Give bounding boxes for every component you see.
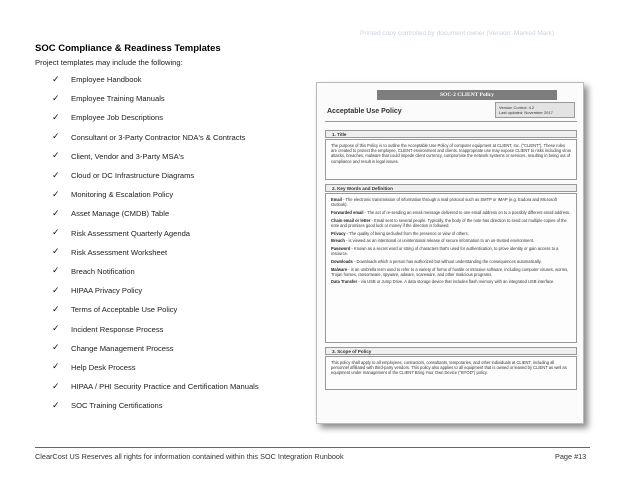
check-icon: ✓: [52, 132, 60, 143]
policy-definition-term: Chain email or letter: [331, 217, 371, 223]
policy-section-scope-head: 3. Scope of Policy: [325, 347, 577, 355]
checklist-item-label: Consultant or 3-Party Contractor NDA's & Contracts: [71, 132, 246, 142]
check-icon: ✓: [52, 324, 60, 335]
intro-text: Project templates may include the following:: [35, 58, 183, 67]
checklist-item: [52, 281, 259, 300]
policy-section-definitions-head: 2. Key Words and Definition: [325, 184, 577, 192]
policy-definition: [331, 246, 571, 256]
page-number: Page #13: [555, 452, 587, 461]
check-icon: ✓: [52, 381, 60, 392]
template-checklist: [52, 70, 259, 415]
policy-definition-text: - Downloads which a person has authorized but without understanding the consequences automatically.: [352, 258, 542, 264]
checklist-item: [52, 147, 259, 166]
checklist-item: [52, 89, 259, 108]
policy-definition: [331, 238, 571, 243]
checklist-item: [52, 128, 259, 147]
policy-definition-term: Forwarded email: [331, 209, 364, 215]
policy-definition-term: Breach: [331, 238, 345, 244]
checklist-item: [52, 262, 259, 281]
header-faint-text: Printed copy controlled by document owner (Version: Marked Mark): [360, 30, 555, 37]
check-icon: ✓: [52, 228, 60, 239]
check-icon: ✓: [52, 400, 60, 411]
policy-definition-text: - Email sent to several people. Typically, the body of the note has direction to send out multiple copies of the note and promises good luck or money if the direction is followed.: [331, 217, 567, 228]
check-icon: ✓: [52, 266, 60, 277]
checklist-item-label: Cloud or DC Infrastructure Diagrams: [71, 171, 195, 181]
policy-definition-text: - Known as a secret word or string of characters that's used for authentication, to prove identity or gain access to a resource.: [331, 245, 559, 257]
policy-definition: [331, 210, 571, 215]
check-icon: ✓: [52, 208, 60, 219]
policy-definition-text: - The quality of being secluded from the presence or view of others.: [345, 230, 469, 236]
checklist-item-label: HIPAA Privacy Policy: [71, 286, 143, 296]
checklist-item-label: Employee Training Manuals: [71, 94, 165, 104]
policy-title: Acceptable Use Policy: [327, 108, 402, 115]
check-icon: ✓: [52, 170, 60, 181]
checklist-item-label: Employee Job Descriptions: [71, 113, 164, 123]
policy-definition-text: - is an umbrella term used to refer to a variety of forms of hostile or intrusive software, including computer viruses, worms, Trojan horses, ransomware, spyware, adware, scareware, and other malicious programs.: [331, 266, 569, 277]
check-icon: ✓: [52, 112, 60, 123]
checklist-item: [52, 204, 259, 223]
check-icon: ✓: [52, 247, 60, 258]
policy-divider: [325, 121, 577, 122]
policy-definition: [331, 218, 571, 228]
footer-divider: [35, 447, 590, 448]
checklist-item-label: Employee Handbook: [71, 75, 142, 85]
policy-section-scope-body: This policy shall apply to all employees, contractors, consultants, temporaries, and other individuals at CLIENT, including all personnel affiliated with third-party vendors. This policy also applies to all equipment that is owned or leased by CLIENT as well as equipment under management of the CLIENT Bring Your Own Device ("BYOD") policy.: [325, 356, 577, 390]
checklist-item: [52, 377, 259, 396]
checklist-item-label: Breach Notification: [71, 266, 135, 276]
checklist-item: [52, 358, 259, 377]
policy-definition-text: - is viewed as an intentional or unintentional release of secure information to an un-trusted environment.: [344, 238, 534, 244]
checklist-item: [52, 319, 259, 338]
policy-definition-text: - The act of re-sending an email message delivered to one email address on to a possibly different email address.: [363, 209, 571, 215]
checklist-item-label: Asset Manage (CMDB) Table: [71, 209, 170, 219]
check-icon: ✓: [52, 343, 60, 354]
policy-document-preview: [316, 82, 584, 424]
checklist-item-label: Terms of Acceptable Use Policy: [71, 305, 178, 315]
checklist-item: [52, 224, 259, 243]
policy-definition: [331, 197, 571, 207]
policy-definition-term: Email: [331, 197, 342, 202]
checklist-item-label: Client, Vendor and 3-Party MSA's: [71, 151, 184, 161]
policy-definition: [331, 267, 571, 277]
checklist-item: [52, 339, 259, 358]
checklist-item-label: Incident Response Process: [71, 324, 164, 334]
checklist-item: [52, 300, 259, 319]
check-icon: ✓: [52, 93, 60, 104]
checklist-item-label: Risk Assessment Worksheet: [71, 247, 168, 257]
checklist-item: [52, 166, 259, 185]
policy-version-box: [495, 102, 575, 118]
checklist-item-label: Help Desk Process: [71, 362, 136, 372]
policy-definition-term: Privacy: [331, 230, 346, 236]
checklist-item-label: SOC Training Certifications: [71, 401, 163, 411]
policy-definition-term: Downloads: [331, 258, 353, 264]
policy-definition-text: - via USB or Jump Drive. A data storage device that includes flash memory with an integrated USB interface.: [357, 279, 555, 285]
policy-updated-line: Last updated: November 2017: [499, 110, 553, 115]
policy-section-title-body: The purpose of this Policy is to outline the Acceptable Use Policy of computer equipment at CLIENT, Inc. ("CLIENT"). These rules are created to protect the employee, CLIENT environment and clients. Inappropriate use may expose CLIENT to risks including virus attacks, breaches, malware that could impede client currency, compromise the network systems or services, resulting in being out of compliance and result in legal issues.: [325, 139, 577, 180]
policy-definition: [331, 259, 571, 264]
check-icon: ✓: [52, 74, 60, 85]
policy-version-line: Version Control: 4.2: [499, 105, 535, 110]
checklist-item: [52, 396, 259, 415]
policy-definition-term: Password: [331, 245, 351, 251]
policy-banner: SOC-2 CLIENT Policy: [377, 90, 557, 100]
policy-definition: [331, 231, 571, 236]
check-icon: ✓: [52, 304, 60, 315]
page-title: SOC Compliance & Readiness Templates: [35, 43, 221, 54]
policy-definition-text: - The electronic transmission of information through a mail protocol such as SMTP or IMAP (e.g. Eudora and Microsoft Outlook).: [331, 197, 557, 208]
check-icon: ✓: [52, 151, 60, 162]
policy-section-title-head: 1. Title: [325, 130, 577, 138]
checklist-item-label: HIPAA / PHI Security Practice and Certification Manuals: [71, 382, 259, 392]
policy-definitions-body: [325, 193, 577, 343]
check-icon: ✓: [52, 189, 60, 200]
policy-definition-term: Data Transfer: [331, 279, 358, 285]
check-icon: ✓: [52, 362, 60, 373]
checklist-item: [52, 243, 259, 262]
checklist-item-label: Monitoring & Escalation Policy: [71, 190, 174, 200]
checklist-item: [52, 108, 259, 127]
checklist-item: [52, 70, 259, 89]
policy-definition: [331, 279, 571, 284]
policy-definition-term: Malware: [331, 266, 348, 272]
check-icon: ✓: [52, 285, 60, 296]
checklist-item-label: Risk Assessment Quarterly Agenda: [71, 228, 191, 238]
footer-text: ClearCost US Reserves all rights for information contained within this SOC Integration Runbook: [35, 452, 344, 461]
checklist-item-label: Change Management Process: [71, 343, 174, 353]
checklist-item: [52, 185, 259, 204]
